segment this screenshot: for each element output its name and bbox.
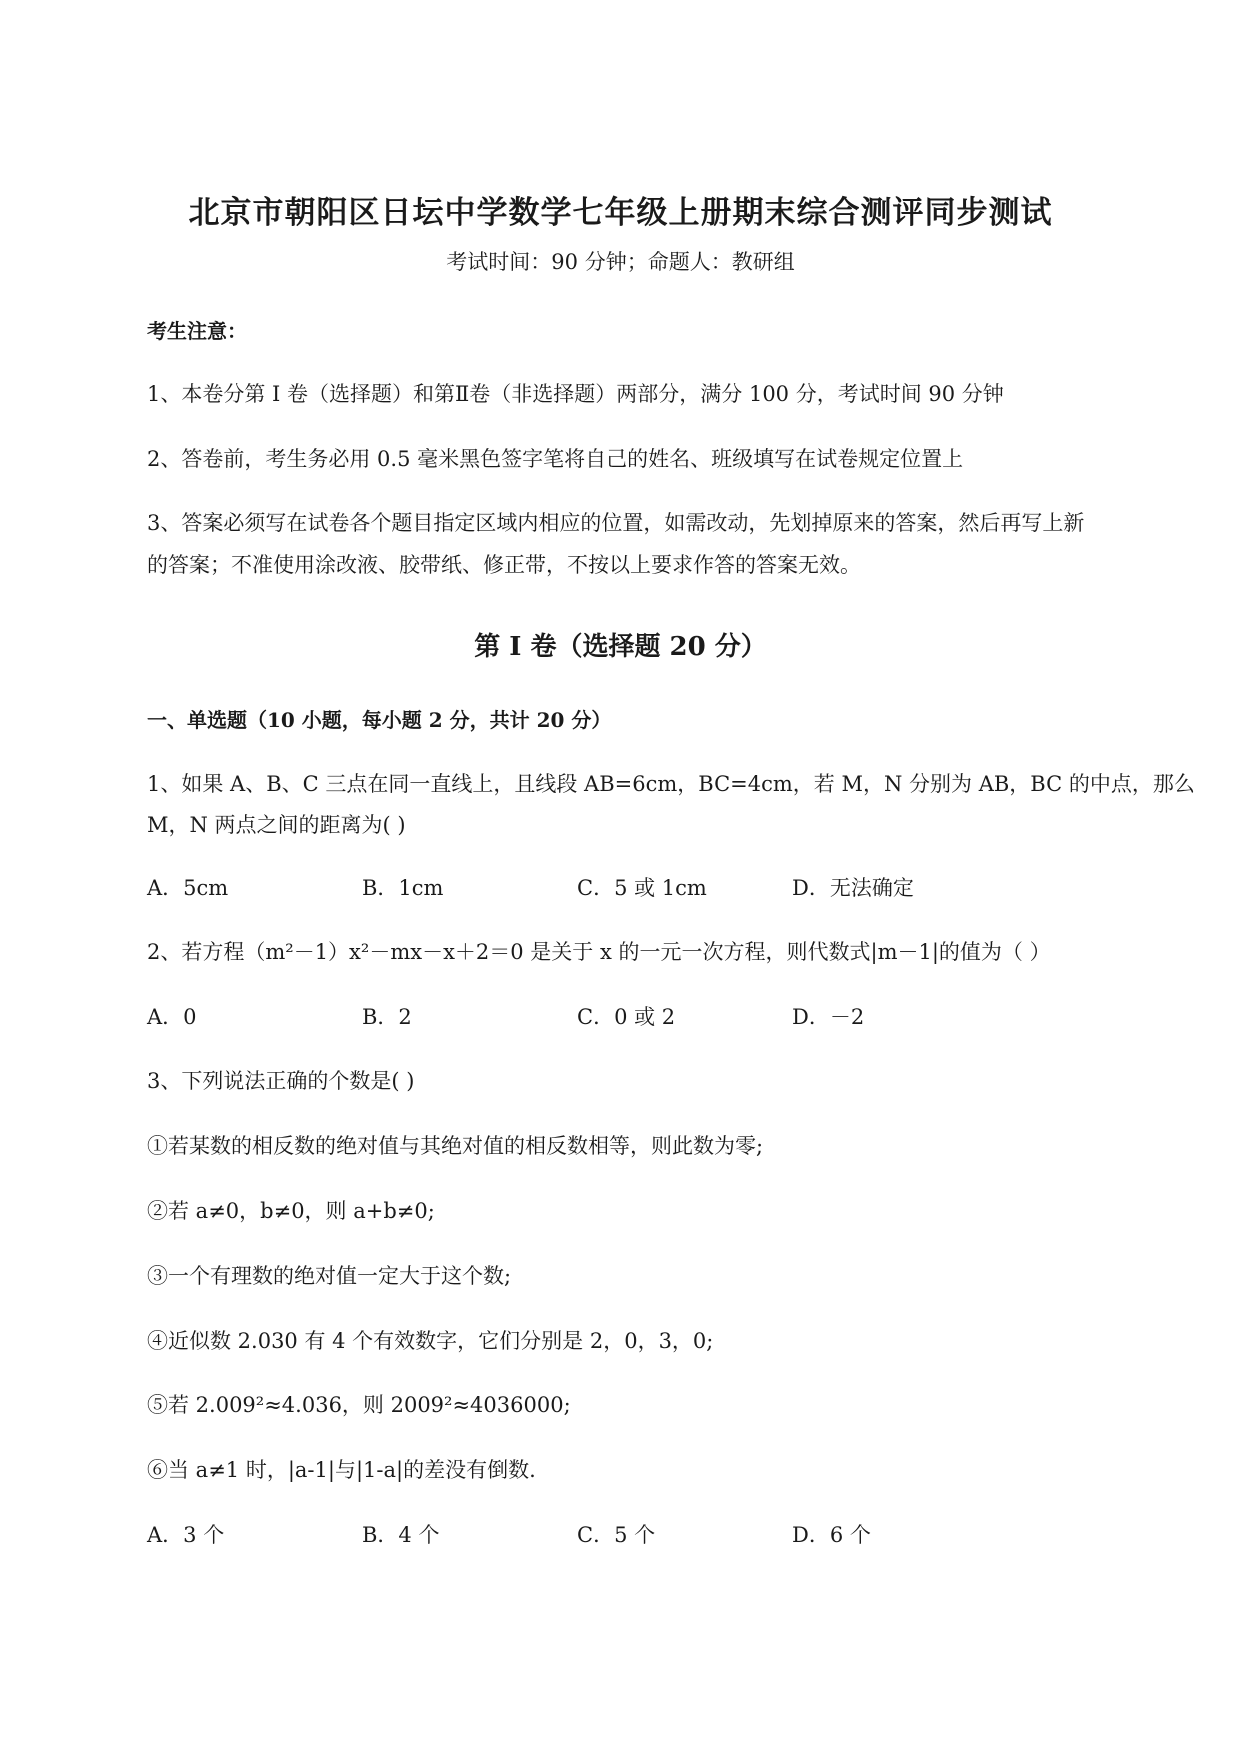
option-d: D．无法确定 bbox=[792, 876, 914, 900]
question-3-options bbox=[147, 1519, 1097, 1549]
section-title: 第 I 卷（选择题 20 分） bbox=[474, 632, 767, 662]
option-d: D．6 个 bbox=[792, 1523, 871, 1547]
option-a: A．3 个 bbox=[147, 1523, 225, 1547]
question-2-options bbox=[147, 1001, 1097, 1031]
option-d: D．－2 bbox=[792, 1005, 865, 1029]
option-a: A．0 bbox=[147, 1005, 197, 1029]
option-b: B．1cm bbox=[362, 876, 444, 900]
notice-item: 1、本卷分第 I 卷（选择题）和第Ⅱ卷（非选择题）两部分，满分 100 分，考试时间 90 分钟 bbox=[147, 382, 1004, 406]
question-3-statement: ③一个有理数的绝对值一定大于这个数; bbox=[147, 1264, 512, 1288]
question-1-options bbox=[147, 872, 1097, 902]
option-a: A．5cm bbox=[147, 876, 229, 900]
option-c: C．0 或 2 bbox=[577, 1005, 676, 1029]
question-3-statement: ②若 a≠0，b≠0，则 a+b≠0; bbox=[147, 1199, 435, 1223]
exam-subtitle: 考试时间：90 分钟；命题人：教研组 bbox=[446, 250, 795, 274]
option-b: B．4 个 bbox=[362, 1523, 440, 1547]
question-3-statement: ⑥当 a≠1 时，|a-1|与|1-a|的差没有倒数. bbox=[147, 1458, 536, 1482]
question-1-stem-continued: M，N 两点之间的距离为( ) bbox=[147, 813, 406, 837]
option-c: C．5 个 bbox=[577, 1523, 656, 1547]
option-b: B．2 bbox=[362, 1005, 412, 1029]
question-3-statement: ⑤若 2.009²≈4.036，则 2009²≈4036000; bbox=[147, 1393, 571, 1417]
option-c: C．5 或 1cm bbox=[577, 876, 707, 900]
notice-heading: 考生注意： bbox=[147, 319, 247, 343]
question-1-stem: 1、如果 A、B、C 三点在同一直线上，且线段 AB=6cm，BC=4cm，若 M，N 分别为 AB，BC 的中点，那么 bbox=[147, 772, 1195, 796]
question-2-stem: 2、若方程（m²－1）x²－mx－x＋2＝0 是关于 x 的一元一次方程，则代数式|m－1|的值为（ ） bbox=[147, 940, 1051, 964]
notice-item: 2、答卷前，考生务必用 0.5 毫米黑色签字笔将自己的姓名、班级填写在试卷规定位置上 bbox=[147, 447, 964, 471]
part-title: 一、单选题（10 小题，每小题 2 分，共计 20 分） bbox=[147, 708, 612, 732]
question-3-statement: ①若某数的相反数的绝对值与其绝对值的相反数相等，则此数为零; bbox=[147, 1134, 764, 1158]
notice-item-continued: 的答案；不准使用涂改液、胶带纸、修正带，不按以上要求作答的答案无效。 bbox=[147, 553, 861, 577]
question-3-statement: ④近似数 2.030 有 4 个有效数字，它们分别是 2，0，3，0; bbox=[147, 1329, 714, 1353]
notice-item: 3、答案必须写在试卷各个题目指定区域内相应的位置，如需改动，先划掉原来的答案，然后再写上新 bbox=[147, 511, 1085, 535]
exam-title: 北京市朝阳区日坛中学数学七年级上册期末综合测评同步测试 bbox=[188, 195, 1053, 231]
question-3-stem: 3、下列说法正确的个数是( ) bbox=[147, 1069, 415, 1093]
